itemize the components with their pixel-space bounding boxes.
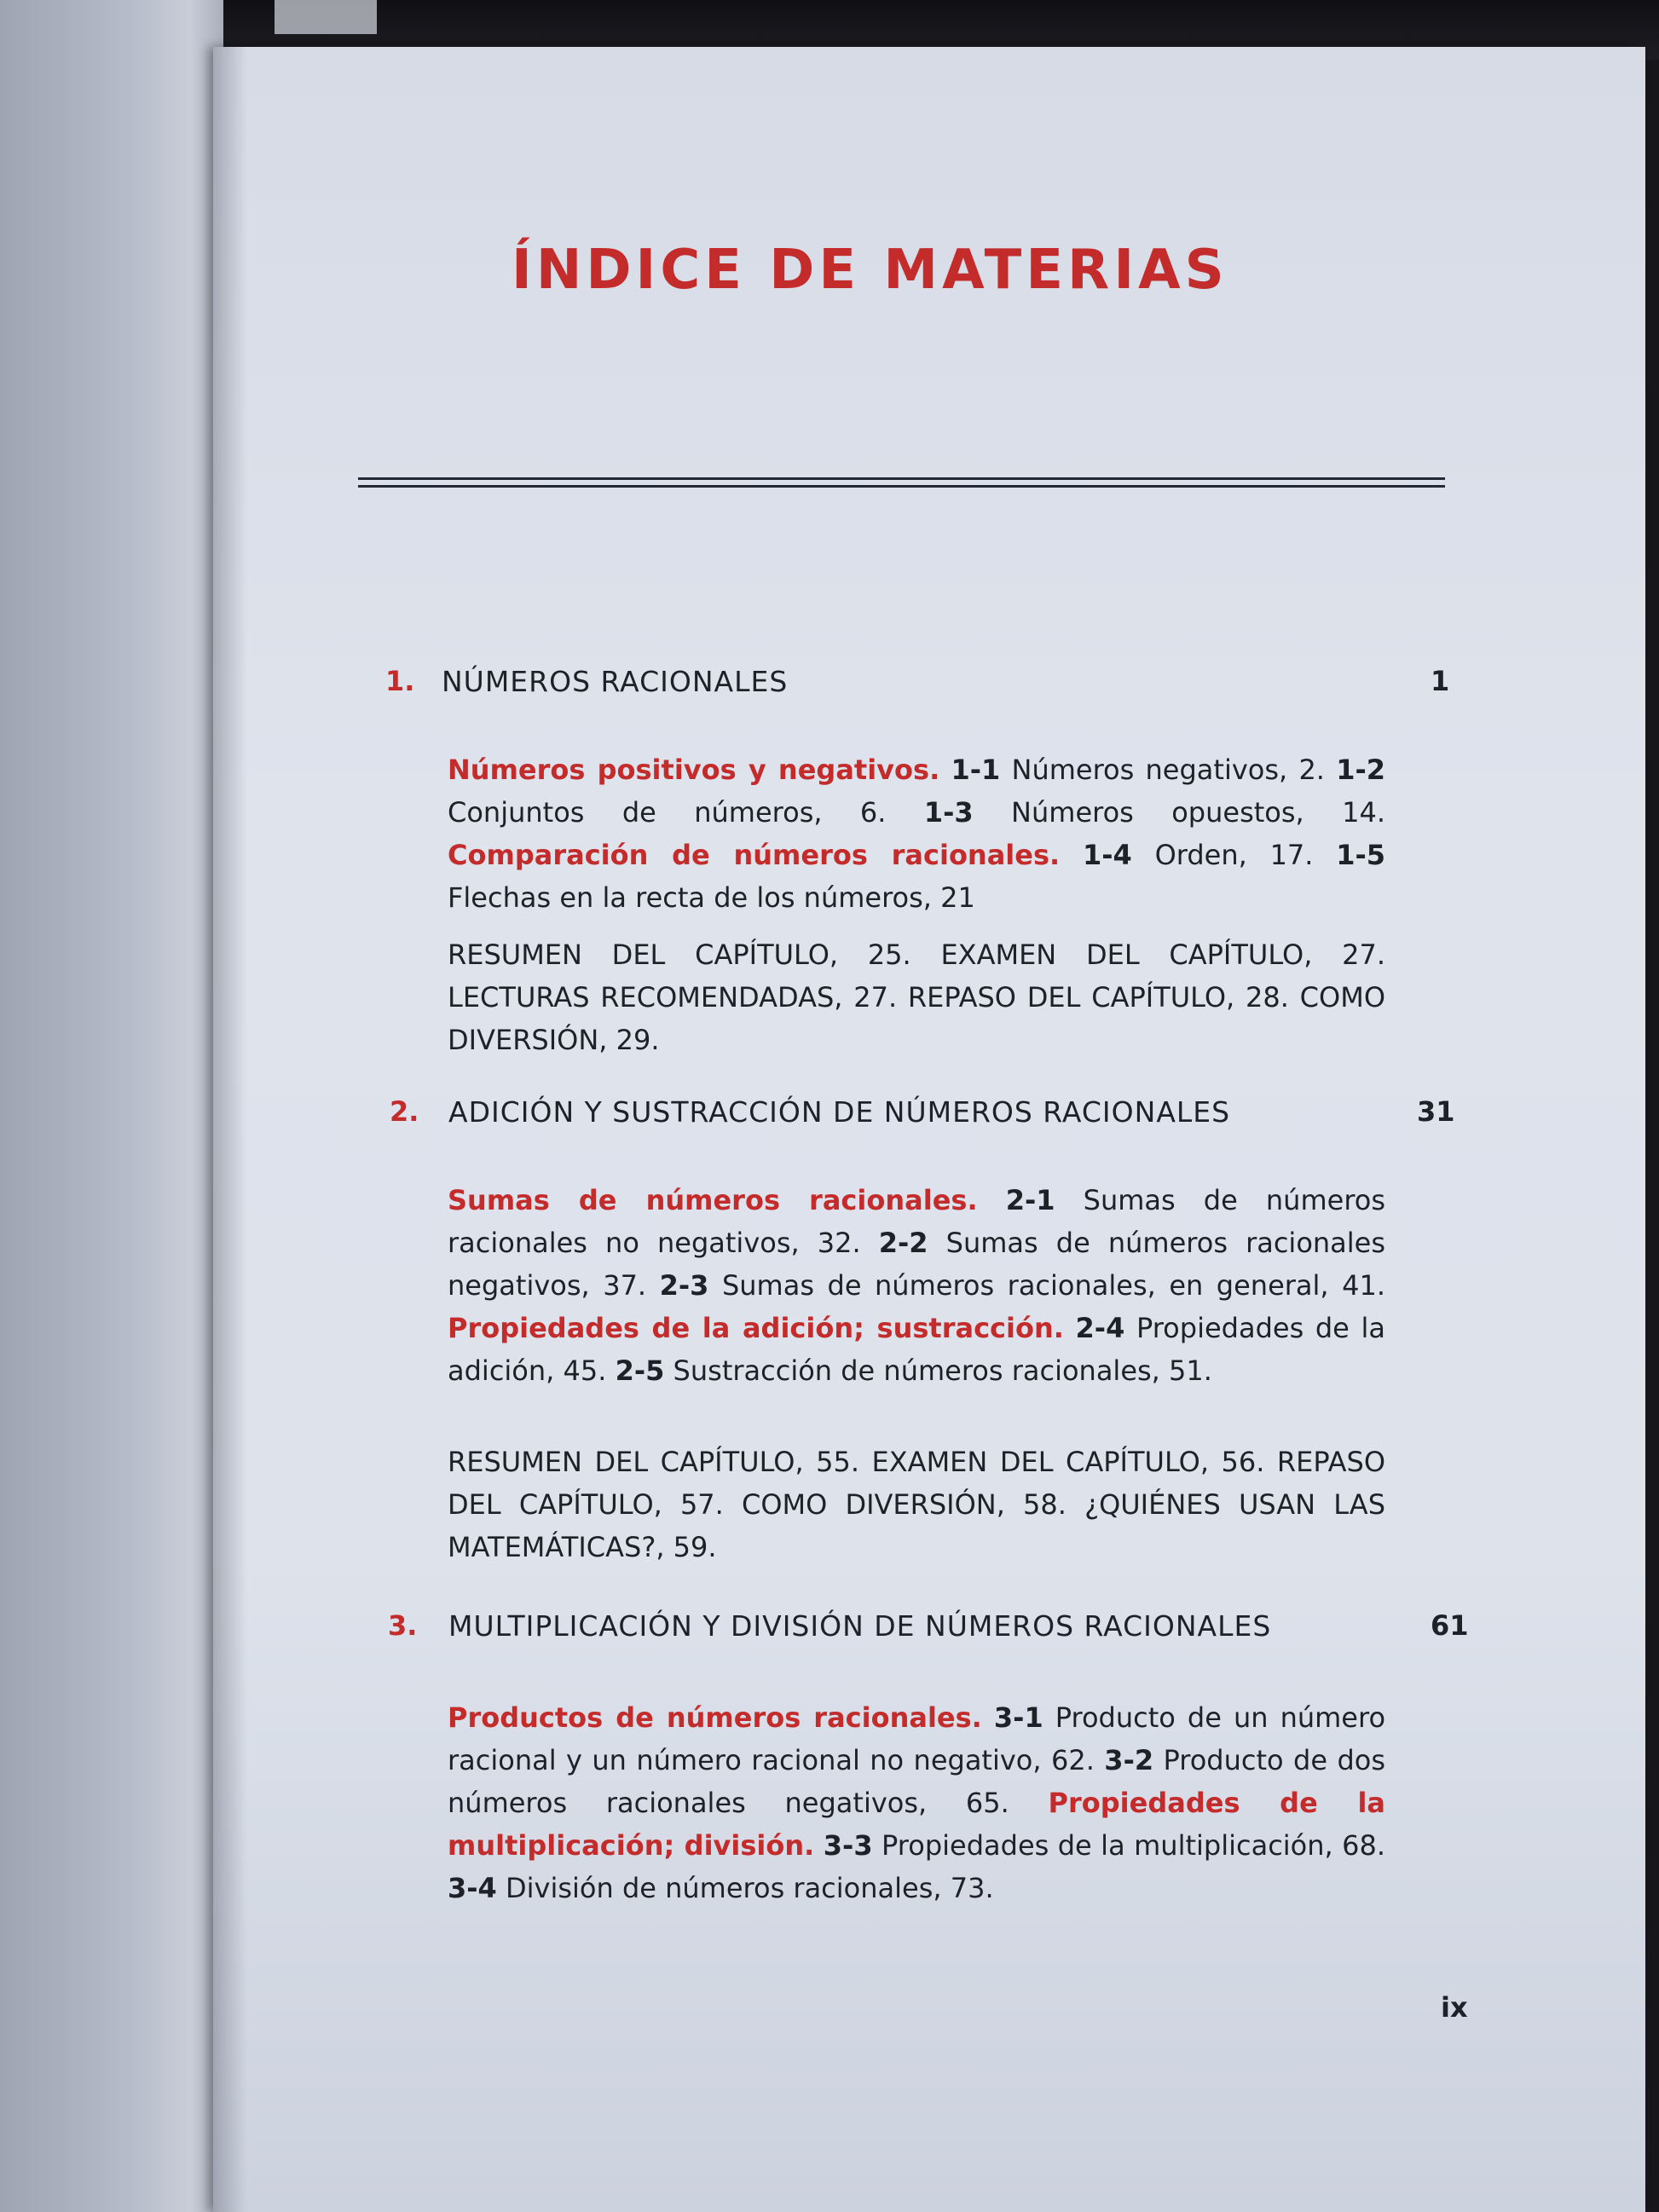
chapter-heading-3 [0, 1609, 1659, 1650]
item-code: 2-5 [615, 1354, 665, 1387]
chapter-page: 1 [1431, 665, 1450, 697]
chapter-heading-2 [0, 1095, 1659, 1136]
item-text: Sumas de números racionales, en general, 41. [721, 1269, 1385, 1302]
chapter-1-summary: RESUMEN DEL CAPÍTULO, 25. EXAMEN DEL CAPÍTULO, 27. LECTURAS RECOMENDADAS, 27. REPASO DEL CAPÍTULO, 28. COMO DIVERSIÓN, 29. [448, 939, 1385, 1056]
item-code: 2-2 [878, 1227, 928, 1259]
section-heading: Comparación de números racionales. [448, 839, 1061, 871]
page-folio: ix [1441, 1991, 1468, 2024]
item-code: 3-4 [448, 1872, 497, 1904]
item-code: 1-4 [1082, 839, 1132, 871]
item-text: Números opuestos, 14. [1011, 796, 1385, 829]
double-rule [358, 477, 1445, 488]
item-text: Números negativos, 2. [1011, 754, 1325, 786]
item-code: 3-1 [993, 1701, 1043, 1734]
page-title: ÍNDICE DE MATERIAS [512, 239, 1228, 302]
section-heading: Sumas de números racionales. [448, 1184, 978, 1216]
item-text: Conjuntos de números, 6. [448, 796, 887, 829]
item-text: Sumas de números racionales no negativos, 32. [448, 1184, 1386, 1259]
item-text: Sumas de números racionales negativos, 37. [448, 1227, 1386, 1302]
chapter-2-summary: RESUMEN DEL CAPÍTULO, 55. EXAMEN DEL CAPÍTULO, 56. REPASO DEL CAPÍTULO, 57. COMO DIVERSIÓN, 58. ¿QUIÉNES USAN LAS MATEMÁTICAS?, 59. [448, 1446, 1385, 1563]
item-text: División de números racionales, 73. [505, 1872, 994, 1904]
item-code: 3-2 [1104, 1744, 1154, 1776]
item-text: Producto de un número racional y un número racional no negativo, 62. [448, 1701, 1386, 1776]
chapter-heading-1 [0, 665, 1659, 706]
item-code: 1-1 [951, 754, 1001, 786]
item-text: Producto de dos números racionales negativos, 65. [448, 1744, 1386, 1819]
chapter-page: 61 [1431, 1609, 1469, 1642]
item-text: Propiedades de la multiplicación, 68. [882, 1829, 1386, 1862]
chapter-title: NÚMEROS RACIONALES [442, 665, 789, 698]
section-heading: Propiedades de la multiplicación; división. [448, 1787, 1386, 1862]
item-text: Sustracción de números racionales, 51. [673, 1354, 1212, 1387]
chapter-title: ADICIÓN Y SUSTRACCIÓN DE NÚMEROS RACIONALES [448, 1095, 1231, 1129]
item-text: Orden, 17. [1154, 839, 1314, 871]
page-corner [275, 0, 377, 34]
section-heading: Números positivos y negativos. [448, 754, 940, 786]
item-code: 2-4 [1075, 1312, 1125, 1344]
item-text: Flechas en la recta de los números, 21 [448, 881, 975, 914]
chapter-number: 1. [385, 665, 415, 697]
section-heading: Propiedades de la adición; sustracción. [448, 1312, 1064, 1344]
section-heading: Productos de números racionales. [448, 1701, 982, 1734]
chapter-number: 3. [388, 1609, 418, 1642]
chapter-number: 2. [390, 1095, 419, 1128]
item-code: 3-3 [823, 1829, 873, 1862]
item-code: 1-2 [1336, 754, 1386, 786]
item-code: 2-1 [1005, 1184, 1055, 1216]
chapter-3-sections [448, 1696, 1385, 1909]
chapter-title: MULTIPLICACIÓN Y DIVISIÓN DE NÚMEROS RACIONALES [448, 1609, 1272, 1643]
chapter-1-sections [448, 748, 1385, 919]
item-code: 2-3 [659, 1269, 709, 1302]
item-text: Propiedades de la adición, 45. [448, 1312, 1386, 1387]
chapter-2-sections [448, 1179, 1385, 1392]
item-code: 1-5 [1336, 839, 1386, 871]
item-code: 1-3 [923, 796, 974, 829]
chapter-page: 31 [1417, 1095, 1455, 1128]
